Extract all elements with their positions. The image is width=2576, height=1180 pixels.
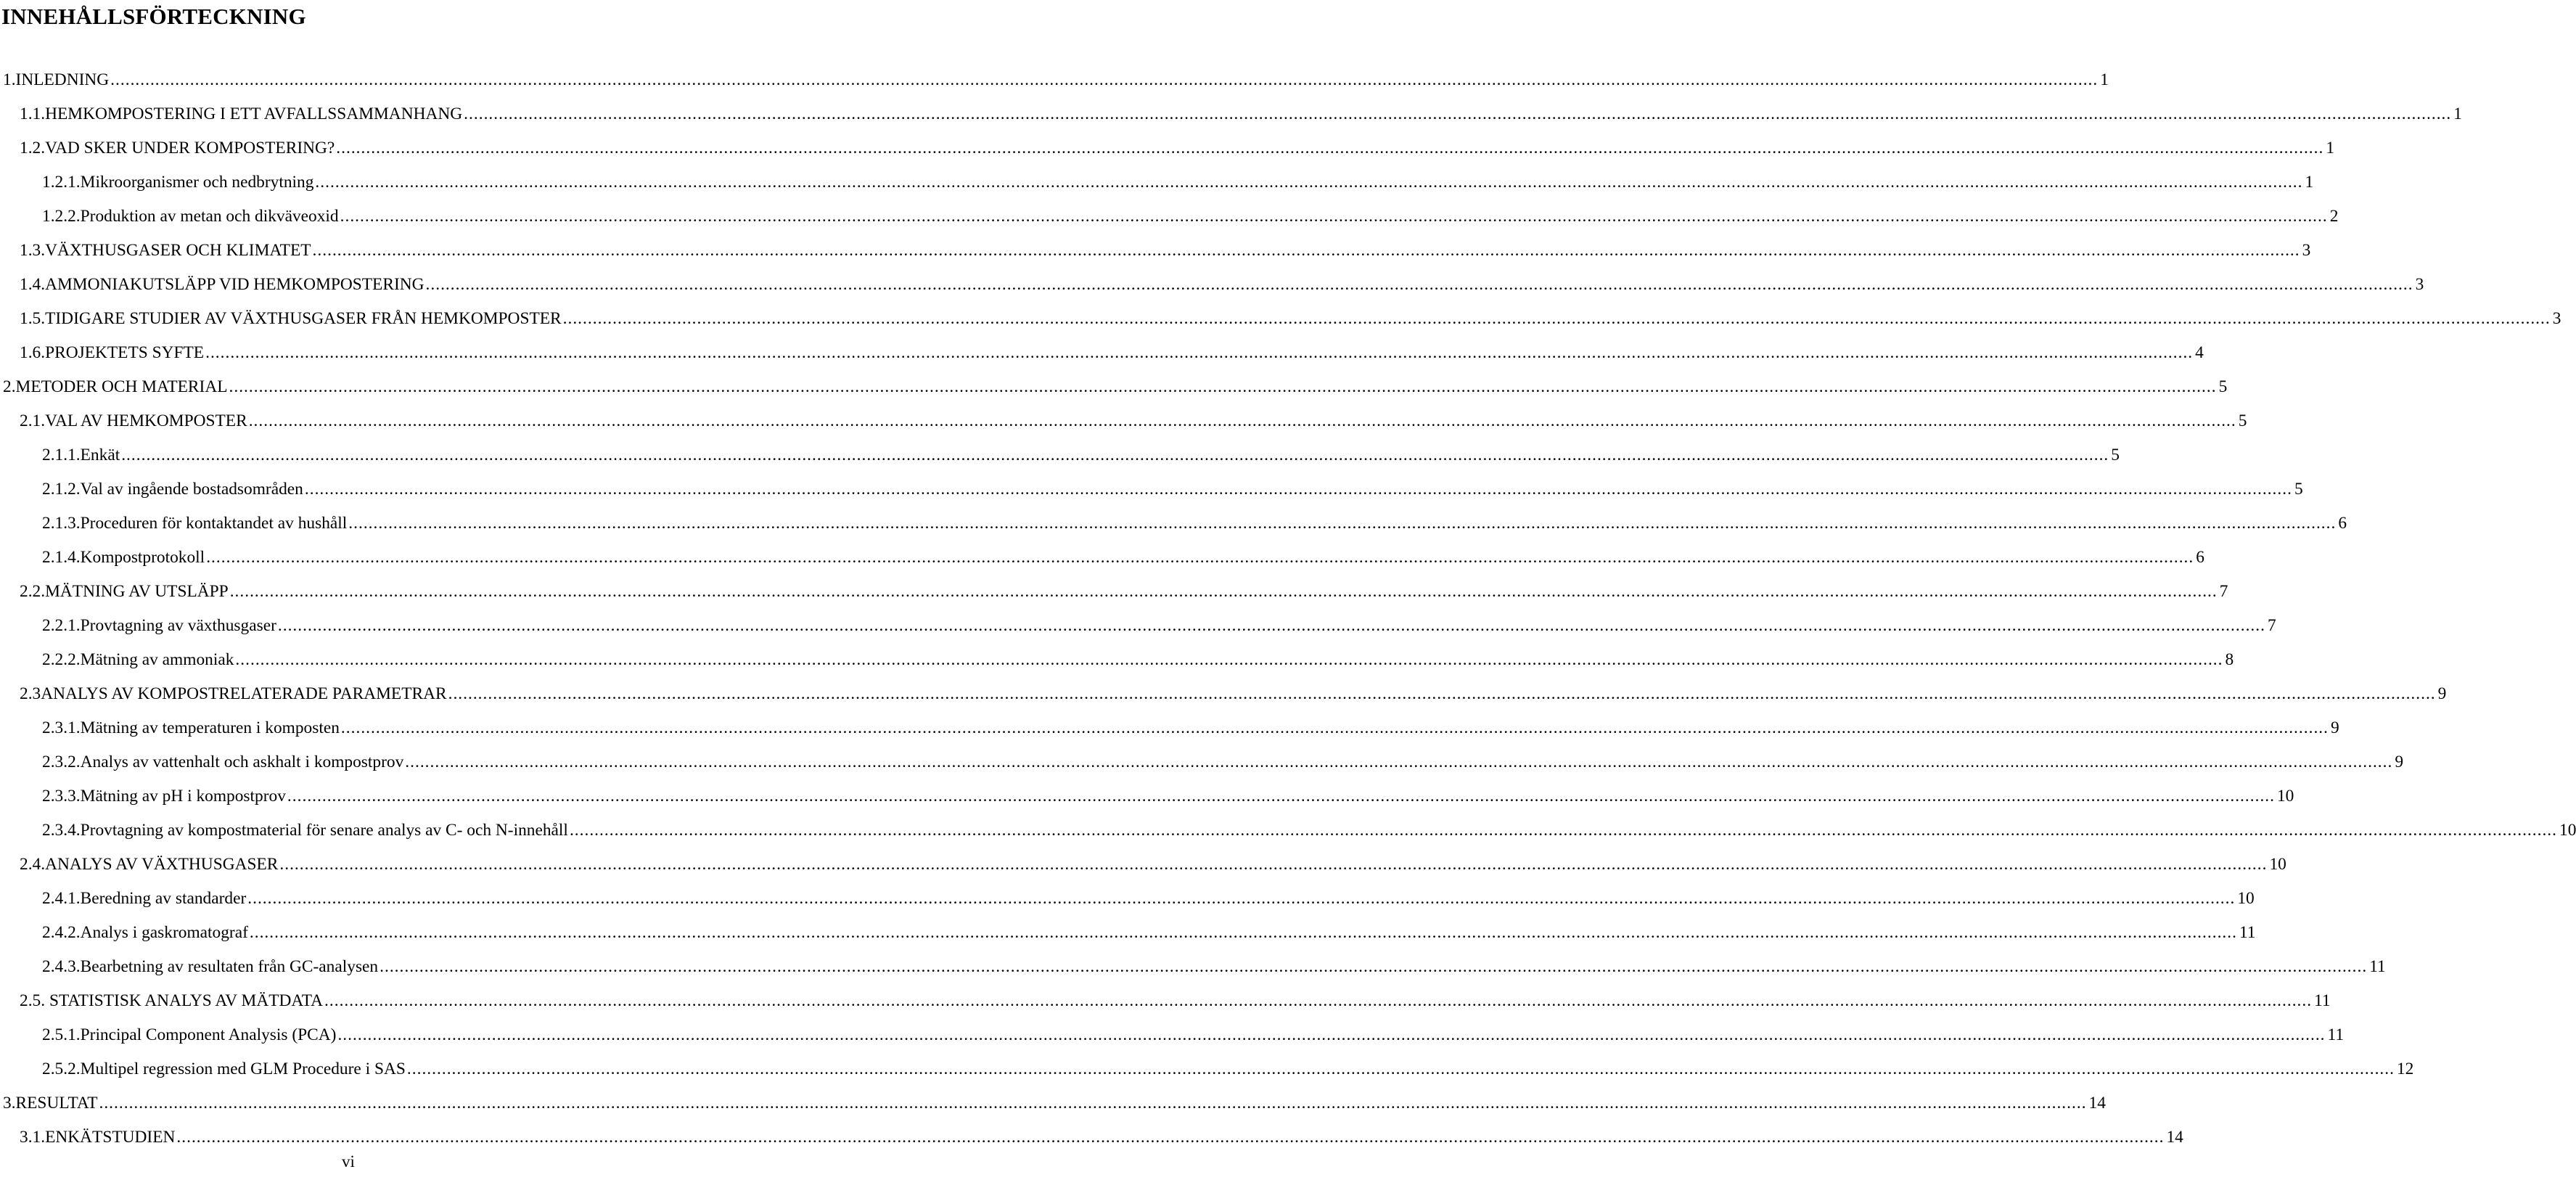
toc-entry-number: 2.3.1. — [42, 718, 81, 737]
toc-entry[interactable] — [0, 705, 2339, 739]
dot-leader: ................................................................................................................................................................................................................................................................................................................................................................................................................ — [324, 991, 2313, 1010]
toc-entry-page: 11 — [2369, 957, 2386, 976]
dot-leader: ................................................................................................................................................................................................................................................................................................................................................................................................................ — [110, 70, 2099, 89]
toc-entry-page: 11 — [2327, 1025, 2345, 1044]
toc-entry[interactable] — [0, 500, 2347, 534]
toc-entry-label: Produktion av metan och dikväveoxid — [80, 207, 339, 226]
toc-entry[interactable] — [0, 568, 2228, 602]
toc-entry[interactable] — [0, 364, 2228, 398]
toc-entry[interactable] — [0, 841, 2286, 875]
table-of-contents — [0, 57, 2576, 1148]
toc-entry[interactable] — [0, 671, 2447, 705]
toc-entry-number: 2.5.2. — [42, 1060, 81, 1078]
toc-entry-page: 1 — [2453, 105, 2462, 123]
dot-leader: ................................................................................................................................................................................................................................................................................................................................................................................................................ — [206, 548, 2194, 567]
toc-entry[interactable] — [0, 193, 2339, 227]
toc-entry-page: 10 — [2276, 787, 2294, 806]
toc-entry-number: 2.2.1. — [42, 616, 81, 635]
toc-entry[interactable] — [0, 875, 2255, 909]
toc-entry-label: Multipel regression med GLM Procedure i SAS — [80, 1060, 406, 1078]
toc-entry-page: 9 — [2395, 753, 2404, 771]
toc-entry-label: Bearbetning av resultaten från GC-analysen — [80, 957, 379, 976]
toc-entry[interactable] — [0, 432, 2120, 466]
dot-leader: ................................................................................................................................................................................................................................................................................................................................................................................................................ — [380, 957, 2368, 976]
toc-entry-number: 2.5.1. — [42, 1025, 81, 1044]
toc-entry-page: 3 — [2415, 275, 2424, 294]
toc-entry[interactable] — [0, 398, 2247, 432]
toc-entry-number: 2.1.2. — [42, 480, 81, 499]
toc-entry-label: METODER OCH MATERIAL — [15, 377, 228, 396]
toc-entry[interactable] — [0, 91, 2462, 125]
toc-entry-number: 2.3 — [20, 684, 41, 703]
toc-entry-label: VÄXTHUSGASER OCH KLIMATET — [45, 241, 311, 260]
toc-entry-page: 1 — [2326, 139, 2335, 157]
toc-entry-label: Mätning av ammoniak — [80, 650, 234, 669]
toc-entry-label: Analys i gaskromatograf — [80, 923, 248, 942]
toc-entry-page: 11 — [2314, 991, 2331, 1010]
toc-entry-page: 9 — [2330, 718, 2339, 737]
toc-entry-number: 2.3.4. — [42, 821, 81, 840]
toc-entry-page: 14 — [2166, 1128, 2183, 1147]
toc-entry-number: 2. — [3, 377, 16, 396]
toc-entry-label: Kompostprotokoll — [80, 548, 205, 567]
dot-leader: ................................................................................................................................................................................................................................................................................................................................................................................................................ — [247, 889, 2236, 908]
toc-entry-number: 1.2.2. — [42, 207, 81, 226]
toc-entry-label: Val av ingående bostadsområden — [80, 480, 303, 499]
dot-leader: ................................................................................................................................................................................................................................................................................................................................................................................................................ — [569, 821, 2557, 840]
toc-entry-page: 1 — [2100, 70, 2109, 89]
toc-entry[interactable] — [0, 739, 2404, 773]
toc-entry-number: 1.5. — [20, 309, 46, 328]
toc-entry[interactable] — [0, 534, 2204, 568]
toc-entry-label: VAD SKER UNDER KOMPOSTERING? — [45, 139, 335, 157]
toc-title: INNEHÅLLSFÖRTECKNING — [1, 4, 306, 29]
toc-entry-page: 4 — [2195, 343, 2204, 362]
toc-entry[interactable] — [0, 1114, 2183, 1148]
dot-leader: ................................................................................................................................................................................................................................................................................................................................................................................................................ — [287, 787, 2275, 806]
dot-leader: ................................................................................................................................................................................................................................................................................................................................................................................................................ — [304, 480, 2292, 499]
toc-entry[interactable] — [0, 227, 2311, 261]
dot-leader: ................................................................................................................................................................................................................................................................................................................................................................................................................ — [336, 139, 2324, 157]
toc-entry-label: ANALYS AV KOMPOSTRELATERADE PARAMETRAR — [41, 684, 447, 703]
toc-entry-page: 1 — [2305, 173, 2314, 192]
toc-entry-page: 7 — [2267, 616, 2276, 635]
toc-entry[interactable] — [0, 57, 2109, 91]
toc-entry-number: 2.3.3. — [42, 787, 81, 806]
toc-entry-number: 1.3. — [20, 241, 46, 260]
toc-entry-page: 9 — [2437, 684, 2447, 703]
toc-entry-label: Beredning av standarder — [80, 889, 247, 908]
dot-leader: ................................................................................................................................................................................................................................................................................................................................................................................................................ — [235, 650, 2223, 669]
dot-leader: ................................................................................................................................................................................................................................................................................................................................................................................................................ — [406, 1060, 2395, 1078]
toc-entry-label: INLEDNING — [15, 70, 110, 89]
toc-entry-page: 2 — [2329, 207, 2339, 226]
toc-entry-number: 2.4.3. — [42, 957, 81, 976]
toc-entry-label: ENKÄTSTUDIEN — [45, 1128, 176, 1147]
dot-leader: ................................................................................................................................................................................................................................................................................................................................................................................................................ — [312, 241, 2300, 260]
dot-leader: ................................................................................................................................................................................................................................................................................................................................................................................................................ — [205, 343, 2194, 362]
toc-entry[interactable] — [0, 1046, 2414, 1080]
toc-entry-number: 2.1.4. — [42, 548, 81, 567]
dot-leader: ................................................................................................................................................................................................................................................................................................................................................................................................................ — [229, 582, 2218, 601]
toc-entry-label: TIDIGARE STUDIER AV VÄXTHUSGASER FRÅN HEMKOMPOSTER — [45, 309, 562, 328]
toc-entry-page: 3 — [2552, 309, 2561, 328]
toc-entry-page: 14 — [2088, 1094, 2106, 1113]
toc-entry-label: Mätning av pH i kompostprov — [80, 787, 286, 806]
toc-entry-label: Enkät — [80, 446, 120, 464]
toc-entry[interactable] — [0, 466, 2303, 500]
toc-entry-page: 8 — [2225, 650, 2234, 669]
toc-entry-label: Principal Component Analysis (PCA) — [80, 1025, 337, 1044]
toc-entry-label: HEMKOMPOSTERING I ETT AVFALLSSAMMANHANG — [45, 105, 463, 123]
toc-entry-label: RESULTAT — [15, 1094, 98, 1113]
toc-entry-label: VAL AV HEMKOMPOSTER — [45, 411, 247, 430]
toc-entry[interactable] — [0, 125, 2335, 159]
toc-entry[interactable] — [0, 773, 2294, 807]
dot-leader: ................................................................................................................................................................................................................................................................................................................................................................................................................ — [277, 616, 2265, 635]
toc-entry-number: 2.4.2. — [42, 923, 81, 942]
toc-entry[interactable] — [0, 1012, 2345, 1046]
dot-leader: ................................................................................................................................................................................................................................................................................................................................................................................................................ — [99, 1094, 2087, 1113]
toc-entry-page: 11 — [2239, 923, 2256, 942]
toc-entry-label: Provtagning av kompostmaterial för senare analys av C- och N-innehåll — [80, 821, 568, 840]
toc-entry-number: 2.3.2. — [42, 753, 81, 771]
toc-entry-label: STATISTISK ANALYS AV MÄTDATA — [45, 991, 324, 1010]
toc-entry[interactable] — [0, 159, 2314, 193]
toc-entry-page: 5 — [2238, 411, 2247, 430]
toc-entry-number: 1.2.1. — [42, 173, 81, 192]
dot-leader: ................................................................................................................................................................................................................................................................................................................................................................................................................ — [348, 514, 2337, 533]
toc-entry-number: 3. — [3, 1094, 16, 1113]
toc-entry-page: 10 — [2269, 855, 2286, 874]
toc-entry-label: Proceduren för kontaktandet av hushåll — [80, 514, 348, 533]
toc-entry-number: 1.4. — [20, 275, 46, 294]
dot-leader: ................................................................................................................................................................................................................................................................................................................................................................................................................ — [337, 1025, 2326, 1044]
toc-entry-label: Provtagning av växthusgaser — [80, 616, 276, 635]
toc-entry[interactable] — [0, 636, 2234, 671]
toc-entry-page: 5 — [2294, 480, 2303, 499]
toc-entry[interactable] — [0, 943, 2386, 978]
toc-entry-number: 1.1. — [20, 105, 46, 123]
toc-entry-number: 1.2. — [20, 139, 46, 157]
toc-entry-number: 1.6. — [20, 343, 46, 362]
toc-entry-page: 10 — [2559, 821, 2576, 840]
page-number: vi — [342, 1152, 355, 1171]
toc-entry-number: 2.4. — [20, 855, 46, 874]
toc-entry-number: 2.2. — [20, 582, 46, 601]
toc-entry[interactable] — [0, 295, 2561, 329]
toc-entry[interactable] — [0, 261, 2424, 295]
toc-entry-number: 1. — [3, 70, 16, 89]
toc-entry-label: Analys av vattenhalt och askhalt i kompostprov — [80, 753, 404, 771]
toc-entry-page: 6 — [2196, 548, 2204, 567]
dot-leader: ................................................................................................................................................................................................................................................................................................................................................................................................................ — [279, 855, 2268, 874]
dot-leader: ................................................................................................................................................................................................................................................................................................................................................................................................................ — [340, 207, 2328, 226]
toc-entry[interactable] — [0, 909, 2256, 943]
toc-entry-page: 5 — [2111, 446, 2120, 464]
toc-entry-number: 3.1. — [20, 1128, 46, 1147]
toc-entry-page: 7 — [2219, 582, 2228, 601]
toc-entry[interactable] — [0, 978, 2331, 1012]
dot-leader: ................................................................................................................................................................................................................................................................................................................................................................................................................ — [248, 411, 2236, 430]
dot-leader: ................................................................................................................................................................................................................................................................................................................................................................................................................ — [425, 275, 2413, 294]
dot-leader: ................................................................................................................................................................................................................................................................................................................................................................................................................ — [448, 684, 2436, 703]
dot-leader: ................................................................................................................................................................................................................................................................................................................................................................................................................ — [176, 1128, 2165, 1147]
toc-entry-page: 3 — [2302, 241, 2311, 260]
toc-entry-label: ANALYS AV VÄXTHUSGASER — [45, 855, 279, 874]
toc-entry-number: 2.1. — [20, 411, 46, 430]
dot-leader: ................................................................................................................................................................................................................................................................................................................................................................................................................ — [121, 446, 2109, 464]
dot-leader: ................................................................................................................................................................................................................................................................................................................................................................................................................ — [249, 923, 2237, 942]
toc-entry-page: 12 — [2396, 1060, 2414, 1078]
toc-entry[interactable] — [0, 602, 2276, 636]
toc-entry-label: AMMONIAKUTSLÄPP VID HEMKOMPOSTERING — [45, 275, 424, 294]
toc-entry-label: MÄTNING AV UTSLÄPP — [45, 582, 229, 601]
toc-entry-page: 5 — [2218, 377, 2228, 396]
toc-entry-number: 2.1.3. — [42, 514, 81, 533]
dot-leader: ................................................................................................................................................................................................................................................................................................................................................................................................................ — [562, 309, 2551, 328]
toc-entry-label: PROJEKTETS SYFTE — [45, 343, 205, 362]
toc-entry-page: 6 — [2338, 514, 2347, 533]
toc-entry-number: 2.5. — [20, 991, 46, 1010]
dot-leader: ................................................................................................................................................................................................................................................................................................................................................................................................................ — [464, 105, 2452, 123]
toc-entry[interactable] — [0, 807, 2576, 841]
toc-entry-number: 2.1.1. — [42, 446, 81, 464]
dot-leader: ................................................................................................................................................................................................................................................................................................................................................................................................................ — [405, 753, 2393, 771]
dot-leader: ................................................................................................................................................................................................................................................................................................................................................................................................................ — [229, 377, 2217, 396]
toc-entry-label: Mätning av temperaturen i komposten — [80, 718, 340, 737]
toc-entry-number: 2.2.2. — [42, 650, 81, 669]
toc-entry-page: 10 — [2237, 889, 2255, 908]
toc-entry-number: 2.4.1. — [42, 889, 81, 908]
toc-entry[interactable] — [0, 1080, 2106, 1114]
dot-leader: ................................................................................................................................................................................................................................................................................................................................................................................................................ — [315, 173, 2303, 192]
toc-entry[interactable] — [0, 329, 2204, 364]
toc-entry-label: Mikroorganismer och nedbrytning — [80, 173, 314, 192]
dot-leader: ................................................................................................................................................................................................................................................................................................................................................................................................................ — [340, 718, 2329, 737]
